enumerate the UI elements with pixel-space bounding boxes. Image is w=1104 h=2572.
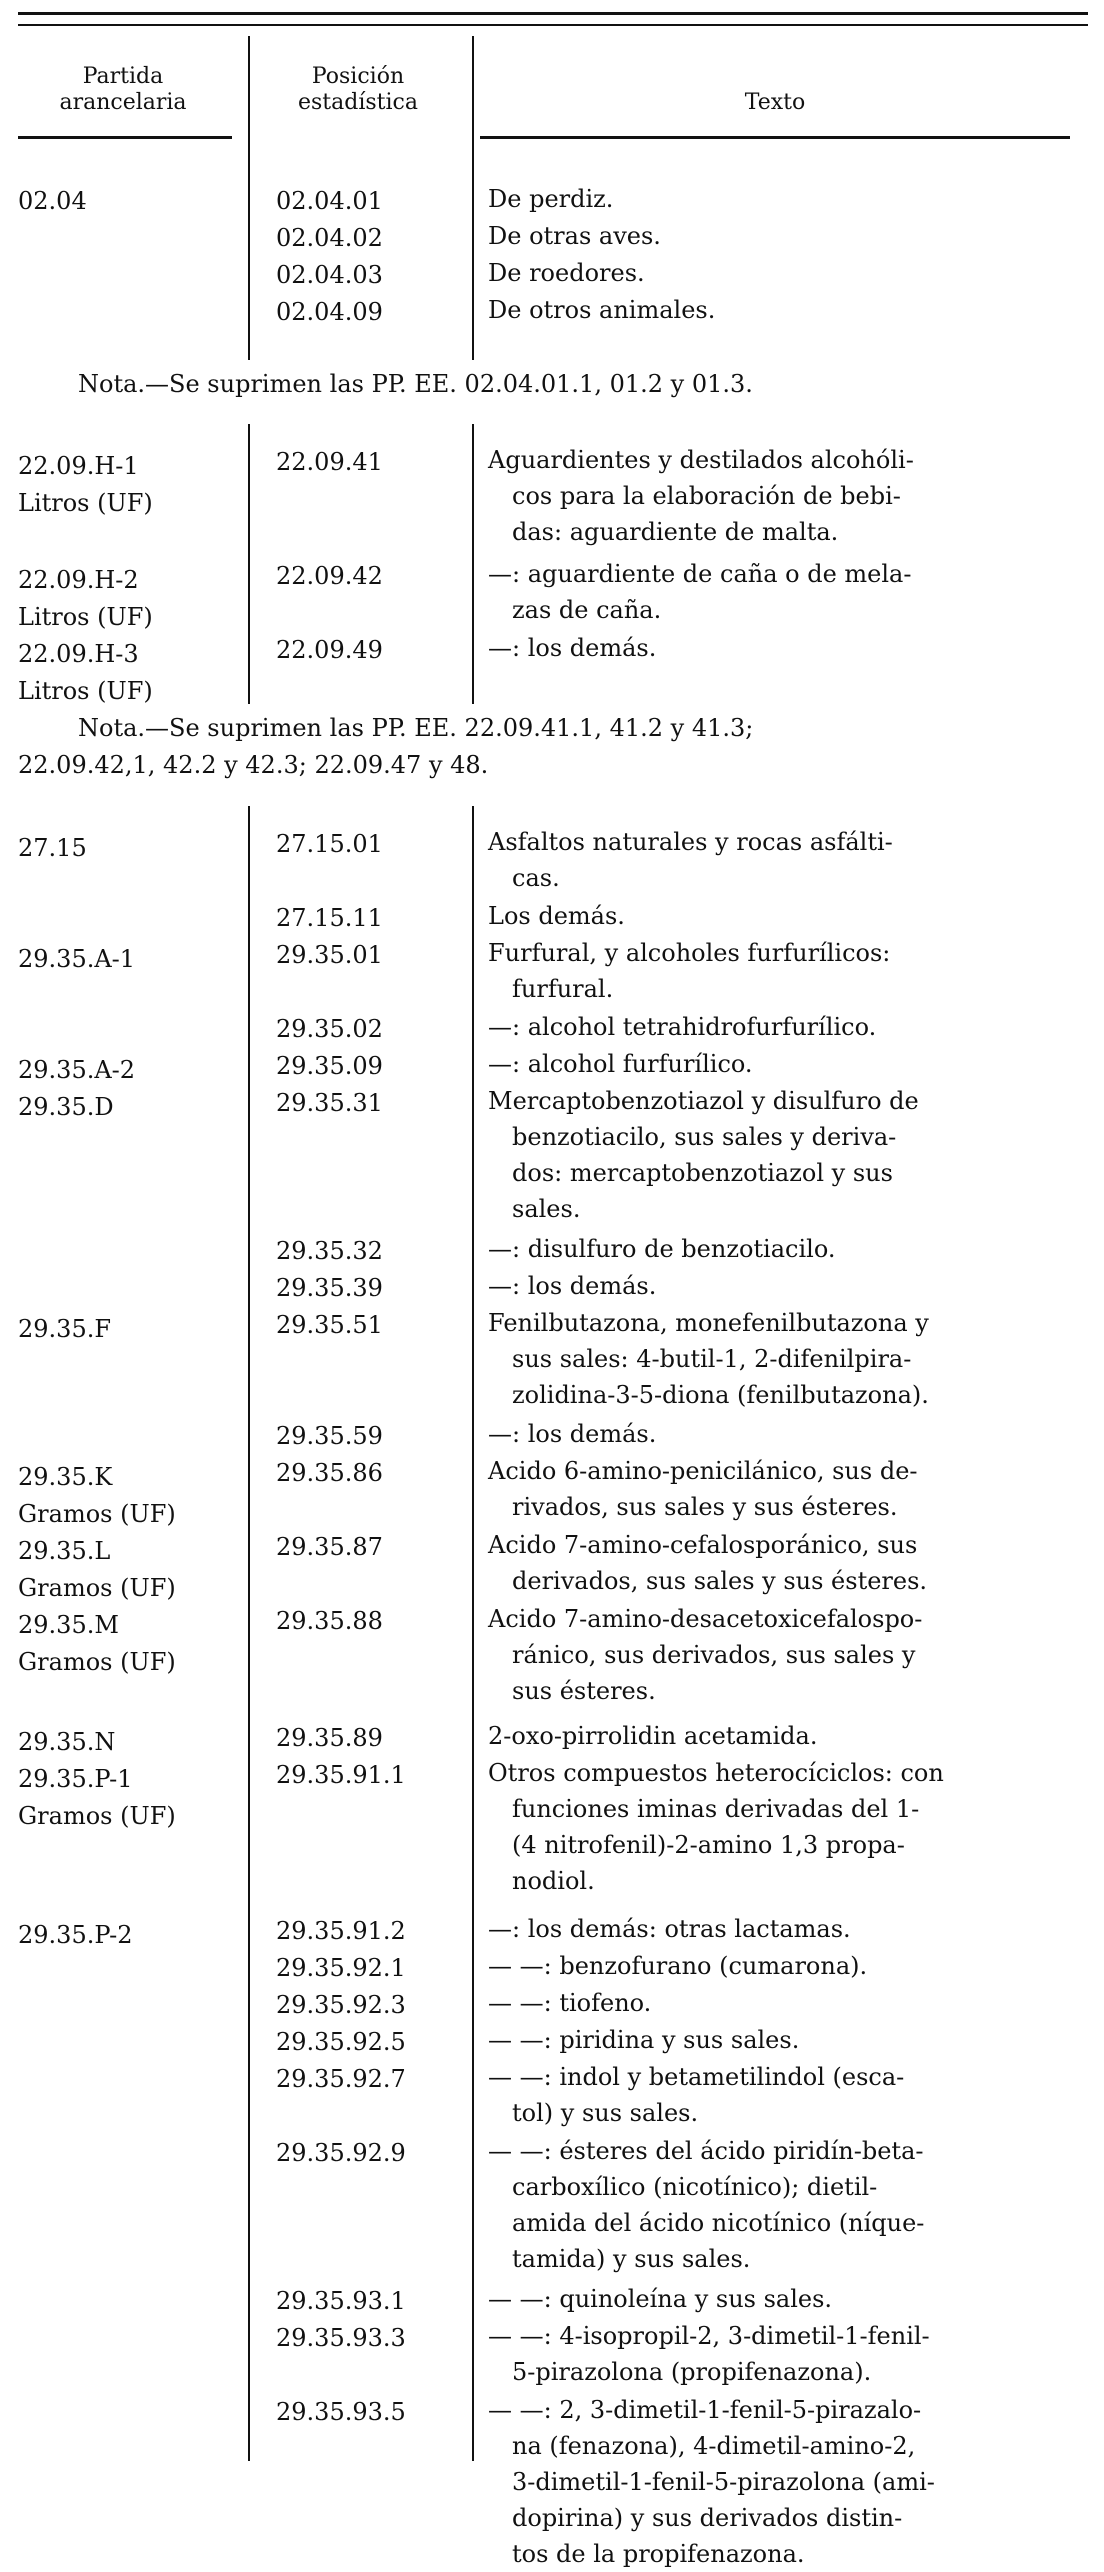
texto-line: — —: 4-isopropil-2, 3-dimetil-1-fenil- — [488, 2322, 930, 2350]
texto-line: De roedores. — [488, 259, 645, 287]
texto-cell — [488, 1755, 1063, 1899]
posicion-cell: 29.35.92.7 — [276, 2065, 406, 2093]
texto-line: Otros compuestos heterocíciclos: con — [488, 1759, 944, 1787]
texto-line: —: los demás. — [488, 634, 657, 662]
posicion-cell: 29.35.88 — [276, 1607, 383, 1635]
texto-line: furfural. — [512, 975, 614, 1003]
texto-cell — [488, 1453, 1063, 1525]
texto-cell — [488, 898, 1063, 934]
texto-cell — [488, 1083, 1063, 1227]
texto-cell — [488, 1416, 1063, 1452]
texto-cell — [488, 255, 1063, 291]
texto-line: —: disulfuro de benzotiacilo. — [488, 1235, 836, 1263]
texto-line: na (fenazona), 4-dimetil-amino-2, — [512, 2432, 916, 2460]
texto-line: cos para la elaboración de bebi- — [512, 482, 901, 510]
texto-line: ránico, sus derivados, sus sales y — [512, 1641, 916, 1669]
column-divider — [472, 424, 474, 704]
note-line: Nota.—Se suprimen las PP. EE. 22.09.41.1, 41.2 y 41.3; — [78, 714, 754, 742]
texto-line: sus ésteres. — [512, 1677, 656, 1705]
texto-cell — [488, 218, 1063, 254]
texto-line: nodiol. — [512, 1867, 595, 1895]
partida-cell — [18, 562, 228, 636]
texto-line: Fenilbutazona, monefenilbutazona y — [488, 1309, 929, 1337]
partida-cell — [18, 830, 228, 867]
partida-cell — [18, 1052, 228, 1089]
posicion-cell: 29.35.93.3 — [276, 2324, 406, 2352]
texto-cell — [488, 824, 1063, 896]
header-partida — [18, 64, 228, 116]
texto-cell — [488, 2392, 1063, 2572]
texto-line: 2-oxo-pirrolidin acetamida. — [488, 1722, 818, 1750]
column-divider — [472, 36, 474, 360]
texto-line: dopirina) y sus derivados distin- — [512, 2504, 903, 2532]
partida-unit: Litros (UF) — [18, 489, 153, 517]
partida-unit: Gramos (UF) — [18, 1574, 176, 1602]
posicion-cell: 29.35.39 — [276, 1274, 383, 1302]
header-partida-line: Partida — [82, 64, 164, 89]
posicion-cell: 02.04.09 — [276, 298, 383, 326]
texto-cell — [488, 292, 1063, 328]
texto-line: tol) y sus sales. — [512, 2099, 699, 2127]
partida-code: 02.04 — [18, 187, 87, 215]
column-divider — [248, 36, 250, 360]
texto-cell — [488, 630, 1063, 666]
texto-line: Asfaltos naturales y rocas asfálti- — [488, 828, 893, 856]
top-rule-thin — [18, 24, 1088, 26]
partida-cell — [18, 1459, 228, 1533]
header-posicion — [258, 64, 458, 116]
note-line: Nota.—Se suprimen las PP. EE. 02.04.01.1, 01.2 y 01.3. — [78, 370, 753, 398]
column-divider — [472, 806, 474, 2461]
texto-line: —: los demás. — [488, 1272, 657, 1300]
partida-code: 29.35.F — [18, 1315, 111, 1343]
posicion-cell: 02.04.02 — [276, 224, 383, 252]
posicion-cell: 29.35.92.3 — [276, 1991, 406, 2019]
texto-cell — [488, 1601, 1063, 1709]
texto-line: De otras aves. — [488, 222, 661, 250]
texto-line: —: aguardiente de caña o de mela- — [488, 560, 912, 588]
texto-line: — —: quinoleína y sus sales. — [488, 2285, 833, 2313]
texto-line: De perdiz. — [488, 185, 614, 213]
texto-line: —: los demás: otras lactamas. — [488, 1915, 851, 1943]
partida-unit: Gramos (UF) — [18, 1802, 176, 1830]
texto-line: Furfural, y alcoholes furfurílicos: — [488, 939, 891, 967]
texto-cell — [488, 556, 1063, 628]
partida-cell — [18, 187, 228, 215]
partida-code: 29.35.D — [18, 1093, 114, 1121]
header-posicion-line: estadística — [298, 90, 418, 115]
texto-cell — [488, 1527, 1063, 1599]
texto-line: funciones iminas derivadas del 1- — [512, 1795, 920, 1823]
texto-line: Acido 6-amino-penicilánico, sus de- — [488, 1457, 918, 1485]
texto-line: — —: benzofurano (cumarona). — [488, 1952, 868, 1980]
texto-line: benzotiacilo, sus sales y deriva- — [512, 1123, 897, 1151]
texto-line: carboxílico (nicotínico); dietil- — [512, 2173, 878, 2201]
column-divider — [248, 806, 250, 2461]
posicion-cell: 22.09.42 — [276, 562, 383, 590]
header-rule-right — [480, 136, 1070, 139]
texto-line: 5-pirazolona (propifenazona). — [512, 2358, 872, 2386]
partida-cell — [18, 448, 228, 522]
texto-line: zolidina-3-5-diona (fenilbutazona). — [512, 1381, 929, 1409]
partida-cell — [18, 1761, 228, 1835]
partida-cell — [18, 1724, 228, 1761]
texto-cell — [488, 935, 1063, 1007]
posicion-cell: 22.09.49 — [276, 636, 383, 664]
partida-cell — [18, 1089, 228, 1126]
posicion-cell: 29.35.01 — [276, 941, 383, 969]
header-texto: Texto — [744, 90, 806, 115]
texto-cell — [488, 2318, 1063, 2390]
texto-line: — —: 2, 3-dimetil-1-fenil-5-pirazalo- — [488, 2396, 922, 2424]
partida-unit: Litros (UF) — [18, 677, 153, 705]
posicion-cell: 27.15.01 — [276, 830, 383, 858]
posicion-cell: 29.35.09 — [276, 1052, 383, 1080]
posicion-cell: 29.35.93.5 — [276, 2398, 406, 2426]
posicion-cell: 29.35.89 — [276, 1724, 383, 1752]
header-posicion-line: Posición — [311, 64, 405, 89]
partida-unit: Litros (UF) — [18, 603, 153, 631]
texto-line: De otros animales. — [488, 296, 716, 324]
texto-cell — [488, 1948, 1063, 1984]
posicion-cell: 29.35.92.9 — [276, 2139, 406, 2167]
partida-cell — [18, 636, 228, 710]
texto-cell — [488, 442, 1063, 550]
partida-code: 29.35.A-1 — [18, 945, 136, 973]
texto-cell — [488, 1046, 1063, 1082]
texto-cell — [488, 1985, 1063, 2021]
partida-cell — [18, 1311, 228, 1348]
posicion-cell: 29.35.51 — [276, 1311, 383, 1339]
partida-unit: Gramos (UF) — [18, 1500, 176, 1528]
texto-line: — —: ésteres del ácido piridín-beta- — [488, 2137, 924, 2165]
posicion-cell: 02.04.01 — [276, 187, 383, 215]
posicion-cell: 29.35.91.1 — [276, 1761, 406, 1789]
note-1 — [18, 366, 1088, 403]
column-divider — [248, 424, 250, 704]
texto-line: cas. — [512, 864, 560, 892]
texto-line: amida del ácido nicotínico (níque- — [512, 2209, 925, 2237]
texto-cell — [488, 2022, 1063, 2058]
texto-line: —: los demás. — [488, 1420, 657, 1448]
posicion-cell: 22.09.41 — [276, 448, 383, 476]
texto-line: 3-dimetil-1-fenil-5-pirazolona (ami- — [512, 2468, 935, 2496]
texto-cell — [488, 1231, 1063, 1267]
partida-code: 29.35.M — [18, 1611, 119, 1639]
texto-cell — [488, 2281, 1063, 2317]
posicion-cell: 29.35.93.1 — [276, 2287, 406, 2315]
texto-line: tamida) y sus sales. — [512, 2245, 751, 2273]
partida-code: 29.35.P-1 — [18, 1765, 133, 1793]
texto-line: tos de la propifenazona. — [512, 2540, 805, 2568]
partida-cell — [18, 1917, 228, 1954]
posicion-cell: 29.35.31 — [276, 1089, 383, 1117]
texto-line: Los demás. — [488, 902, 625, 930]
top-rule — [18, 12, 1088, 15]
partida-code: 22.09.H-2 — [18, 566, 139, 594]
posicion-cell: 29.35.59 — [276, 1422, 383, 1450]
texto-cell — [488, 2133, 1063, 2277]
texto-line: — —: indol y betametilindol (esca- — [488, 2063, 905, 2091]
texto-line: (4 nitrofenil)-2-amino 1,3 propa- — [512, 1831, 905, 1859]
texto-line: sus sales: 4-butil-1, 2-difenilpira- — [512, 1345, 912, 1373]
texto-line: Acido 7-amino-cefalosporánico, sus — [488, 1531, 918, 1559]
texto-line: derivados, sus sales y sus ésteres. — [512, 1567, 928, 1595]
posicion-cell: 29.35.92.1 — [276, 1954, 406, 1982]
texto-line: sales. — [512, 1195, 581, 1223]
partida-cell — [18, 1533, 228, 1607]
header-partida-line: arancelaria — [59, 90, 187, 115]
texto-line: rivados, sus sales y sus ésteres. — [512, 1493, 898, 1521]
texto-cell — [488, 1009, 1063, 1045]
texto-line: — —: piridina y sus sales. — [488, 2026, 800, 2054]
posicion-cell: 29.35.02 — [276, 1015, 383, 1043]
header-rule-left — [18, 136, 232, 139]
posicion-cell: 29.35.86 — [276, 1459, 383, 1487]
posicion-cell: 29.35.92.5 — [276, 2028, 406, 2056]
partida-code: 29.35.N — [18, 1728, 116, 1756]
texto-line: Acido 7-amino-desacetoxicefalospo- — [488, 1605, 923, 1633]
posicion-cell: 29.35.32 — [276, 1237, 383, 1265]
partida-cell — [18, 1607, 228, 1681]
texto-cell — [488, 181, 1063, 217]
texto-line: zas de caña. — [512, 596, 662, 624]
texto-line: das: aguardiente de malta. — [512, 518, 839, 546]
texto-cell — [488, 1268, 1063, 1304]
note-2 — [18, 710, 1088, 784]
partida-code: 29.35.A-2 — [18, 1056, 136, 1084]
posicion-cell: 29.35.87 — [276, 1533, 383, 1561]
partida-code: 22.09.H-1 — [18, 452, 139, 480]
posicion-cell: 02.04.03 — [276, 261, 383, 289]
texto-line: —: alcohol tetrahidrofurfurílico. — [488, 1013, 877, 1041]
texto-line: Mercaptobenzotiazol y disulfuro de — [488, 1087, 919, 1115]
partida-code: 29.35.L — [18, 1537, 111, 1565]
partida-cell — [18, 941, 228, 978]
partida-code: 29.35.P-2 — [18, 1921, 133, 1949]
partida-code: 27.15 — [18, 834, 87, 862]
texto-line: — —: tiofeno. — [488, 1989, 652, 2017]
texto-line: dos: mercaptobenzotiazol y sus — [512, 1159, 893, 1187]
posicion-cell: 27.15.11 — [276, 904, 383, 932]
texto-cell — [488, 2059, 1063, 2131]
partida-unit: Gramos (UF) — [18, 1648, 176, 1676]
partida-code: 22.09.H-3 — [18, 640, 139, 668]
texto-line: —: alcohol furfurílico. — [488, 1050, 753, 1078]
posicion-cell: 29.35.91.2 — [276, 1917, 406, 1945]
texto-cell — [488, 1718, 1063, 1754]
note-line: 22.09.42,1, 42.2 y 42.3; 22.09.47 y 48. — [18, 751, 489, 779]
texto-line: Aguardientes y destilados alcohóli- — [488, 446, 914, 474]
texto-cell — [488, 1305, 1063, 1413]
partida-code: 29.35.K — [18, 1463, 113, 1491]
texto-cell — [488, 1911, 1063, 1947]
